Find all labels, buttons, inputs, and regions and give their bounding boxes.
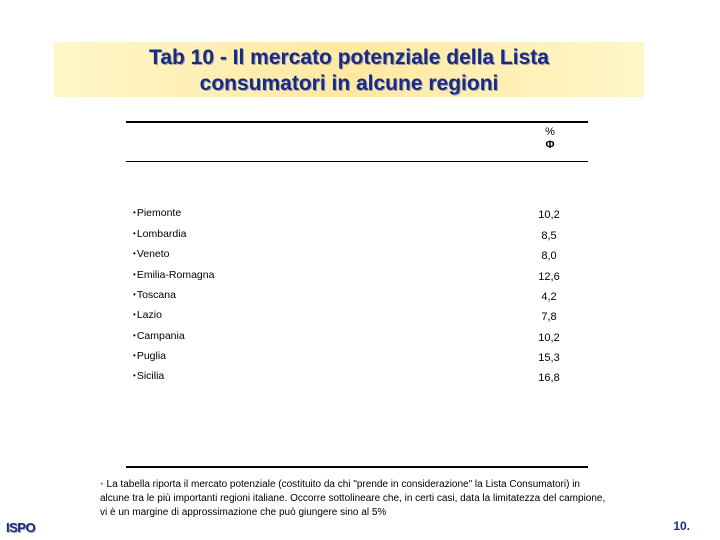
row-region: •Veneto (133, 248, 170, 260)
bullet-icon: • (133, 229, 136, 238)
table-row (133, 207, 588, 225)
row-value: 7,8 (541, 311, 557, 323)
row-value: 15,3 (538, 352, 560, 364)
footnote-text: La tabella riporta il mercato potenziale (costituito da chi "prende in considerazione" la Lista Consumatori) in alcune tra le più importanti regioni italiane. Occorre sottolineare che, in certi casi, data la limitatezza del campione, vi è un margine di approssimazione che può giungere sino al 5% (100, 479, 606, 518)
column-header-symbol: Φ (545, 139, 555, 151)
column-header-percent: % (545, 126, 555, 138)
table-row (133, 269, 588, 287)
table-row (133, 370, 588, 388)
footnote-bullet-icon: • (100, 479, 104, 490)
bullet-icon: • (133, 310, 136, 319)
bullet-icon: • (133, 331, 136, 340)
bullet-icon: • (133, 249, 136, 258)
bullet-icon: • (133, 290, 136, 299)
row-value: 10,2 (538, 209, 560, 221)
row-value: 4,2 (541, 291, 557, 303)
bullet-icon: • (133, 208, 136, 217)
column-header (530, 126, 570, 152)
row-region: •Toscana (133, 289, 176, 301)
bullet-icon: • (133, 371, 136, 380)
row-region: •Puglia (133, 350, 167, 362)
row-region: •Lazio (133, 309, 162, 321)
bullet-icon: • (133, 270, 136, 279)
row-region: •Lombardia (133, 228, 187, 240)
row-value: 12,6 (538, 271, 560, 283)
table-row (133, 228, 588, 246)
row-region: •Emilia-Romagna (133, 269, 215, 281)
table-row (133, 330, 588, 348)
row-value: 8,5 (541, 230, 557, 242)
row-value: 10,2 (538, 332, 560, 344)
slide-title-line-2: consumatori in alcune regioni (199, 72, 499, 95)
table-row (133, 289, 588, 307)
slide-title-banner (54, 42, 644, 97)
table-header-rule (126, 161, 588, 162)
bullet-icon: • (133, 351, 136, 360)
row-value: 8,0 (541, 250, 557, 262)
table-bottom-rule (126, 466, 588, 468)
row-region: •Piemonte (133, 207, 182, 219)
page-number: 10. (673, 519, 690, 533)
slide-title-line-1: Tab 10 - Il mercato potenziale della Lista (149, 46, 549, 69)
ispo-logo: ISPO (6, 520, 36, 535)
table-row (133, 248, 588, 266)
table-row (133, 309, 588, 327)
footnote (100, 478, 610, 520)
row-value: 16,8 (538, 372, 560, 384)
table-row (133, 350, 588, 368)
table-top-rule (126, 121, 588, 123)
row-region: •Sicilia (133, 370, 165, 382)
row-region: •Campania (133, 330, 185, 342)
